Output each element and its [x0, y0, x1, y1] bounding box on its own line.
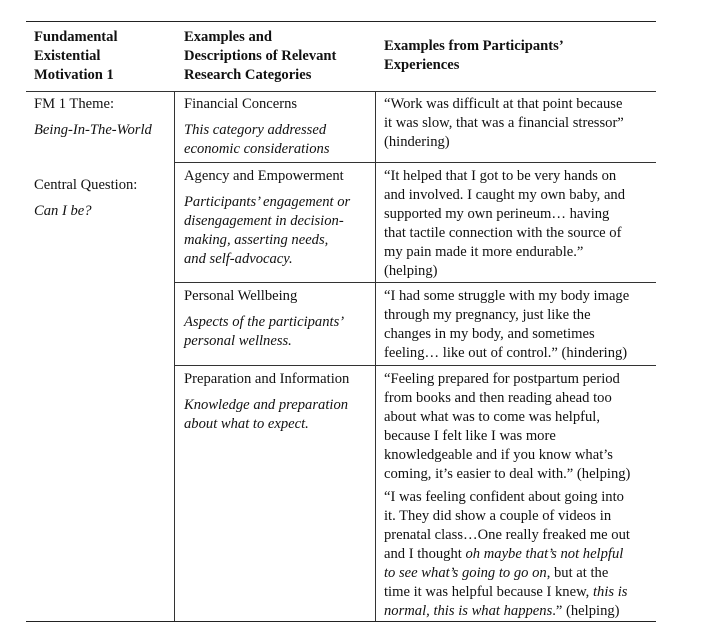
header-col3 — [384, 37, 654, 75]
quote-line: prenatal class…One really freaked me out — [384, 527, 630, 543]
quote-line: and involved. I caught my own baby, and — [384, 187, 626, 203]
quote-line: that tactile connection with the source of — [384, 225, 622, 241]
quote-line: “Work was difficult at that point because — [384, 96, 623, 112]
header-rule — [26, 91, 656, 92]
description-line: disengagement in decision- — [184, 213, 344, 229]
header-col1 — [34, 28, 170, 85]
description-line: Aspects of the participants’ — [184, 314, 345, 330]
fm-theme-block — [34, 95, 172, 140]
col-divider-1 — [174, 91, 175, 621]
quote-line: feeling… like out of control.” (hindering) — [384, 345, 628, 361]
quote-line: “I had some struggle with my body image — [384, 288, 630, 304]
quote-line: coming, it’s easier to deal with.” (helping) — [384, 466, 631, 482]
quote-line: “Feeling prepared for postpartum period — [384, 371, 620, 387]
central-question-label: Central Question: — [34, 177, 138, 193]
quote-text: , but at the — [546, 565, 609, 581]
quote-line: “I was feeling confident about going into — [384, 489, 624, 505]
quote-line: it was slow, that was a financial stressor” — [384, 115, 624, 131]
central-question-block — [34, 176, 172, 221]
category-description — [184, 313, 372, 351]
category-description — [184, 193, 372, 269]
category-title: Agency and Empowerment — [184, 168, 344, 184]
quote-line: from books and then reading ahead too — [384, 390, 612, 406]
quote-line — [384, 564, 656, 583]
quote-line: because I felt like I was more — [384, 428, 556, 444]
description-line: and self-advocacy. — [184, 251, 293, 267]
header-col2-line: Examples and — [184, 29, 272, 45]
quote-line — [384, 583, 656, 602]
bottom-rule — [26, 621, 656, 622]
header-col2-line: Descriptions of Relevant — [184, 48, 337, 64]
quote-line: knowledgeable and if you know what’s — [384, 447, 613, 463]
description-line: personal wellness. — [184, 333, 292, 349]
quote-line: it. They did show a couple of videos in — [384, 508, 612, 524]
top-rule — [26, 21, 656, 22]
quote-text: and I thought — [384, 546, 466, 562]
row-divider-3 — [174, 365, 656, 366]
row-divider-2 — [174, 282, 656, 283]
category-title: Financial Concerns — [184, 96, 298, 112]
header-col3-line: Experiences — [384, 57, 460, 73]
description-line: economic considerations — [184, 141, 330, 157]
quote-italic-text: this is — [592, 584, 628, 600]
quote-line — [384, 545, 656, 564]
col-divider-2 — [375, 91, 376, 621]
quote-financial — [384, 95, 656, 152]
quote-wellbeing — [384, 287, 656, 363]
description-line: making, asserting needs, — [184, 232, 329, 248]
header-col1-line: Motivation 1 — [34, 67, 114, 83]
quote-line: through my pregnancy, just like the — [384, 307, 591, 323]
header-col2-line: Research Categories — [184, 67, 312, 83]
header-col3-line: Examples from Participants’ — [384, 38, 564, 54]
row-divider-1 — [174, 162, 656, 163]
quote-line: about what was to come was helpful, — [384, 409, 601, 425]
quote-preparation-1 — [384, 370, 656, 484]
category-description — [184, 396, 372, 434]
category-wellbeing — [184, 287, 372, 351]
description-line: about what to expect. — [184, 416, 309, 432]
quote-italic-text: to see what’s going to go on — [384, 565, 547, 581]
description-line: This category addressed — [184, 122, 327, 138]
research-table — [26, 0, 656, 644]
quote-line: my pain made it more endurable.” — [384, 244, 584, 260]
fm-theme-value: Being-In-The-World — [34, 122, 152, 138]
category-agency — [184, 167, 372, 269]
quote-agency — [384, 167, 656, 281]
quote-preparation-2 — [384, 488, 656, 621]
quote-italic-text: normal, this is what happens — [384, 603, 553, 619]
quote-line — [384, 602, 656, 621]
quote-text: time it was helpful because I knew, — [384, 584, 593, 600]
quote-line: “It helped that I got to be very hands on — [384, 168, 617, 184]
description-line: Participants’ engagement or — [184, 194, 351, 210]
header-col2 — [184, 28, 374, 85]
category-title: Preparation and Information — [184, 371, 350, 387]
header-col1-line: Existential — [34, 48, 101, 64]
quote-line: supported my own perineum… having — [384, 206, 610, 222]
category-preparation — [184, 370, 372, 434]
category-financial — [184, 95, 372, 159]
quote-italic-text: oh maybe that’s not helpful — [465, 546, 624, 562]
category-title: Personal Wellbeing — [184, 288, 298, 304]
category-description — [184, 121, 372, 159]
quote-line: (helping) — [384, 263, 438, 279]
quote-line: (hindering) — [384, 134, 450, 150]
central-question-value: Can I be? — [34, 203, 92, 219]
fm-theme-label: FM 1 Theme: — [34, 96, 114, 112]
description-line: Knowledge and preparation — [184, 397, 349, 413]
quote-text: .” (helping) — [552, 603, 620, 619]
quote-line: changes in my body, and sometimes — [384, 326, 595, 342]
header-col1-line: Fundamental — [34, 29, 118, 45]
